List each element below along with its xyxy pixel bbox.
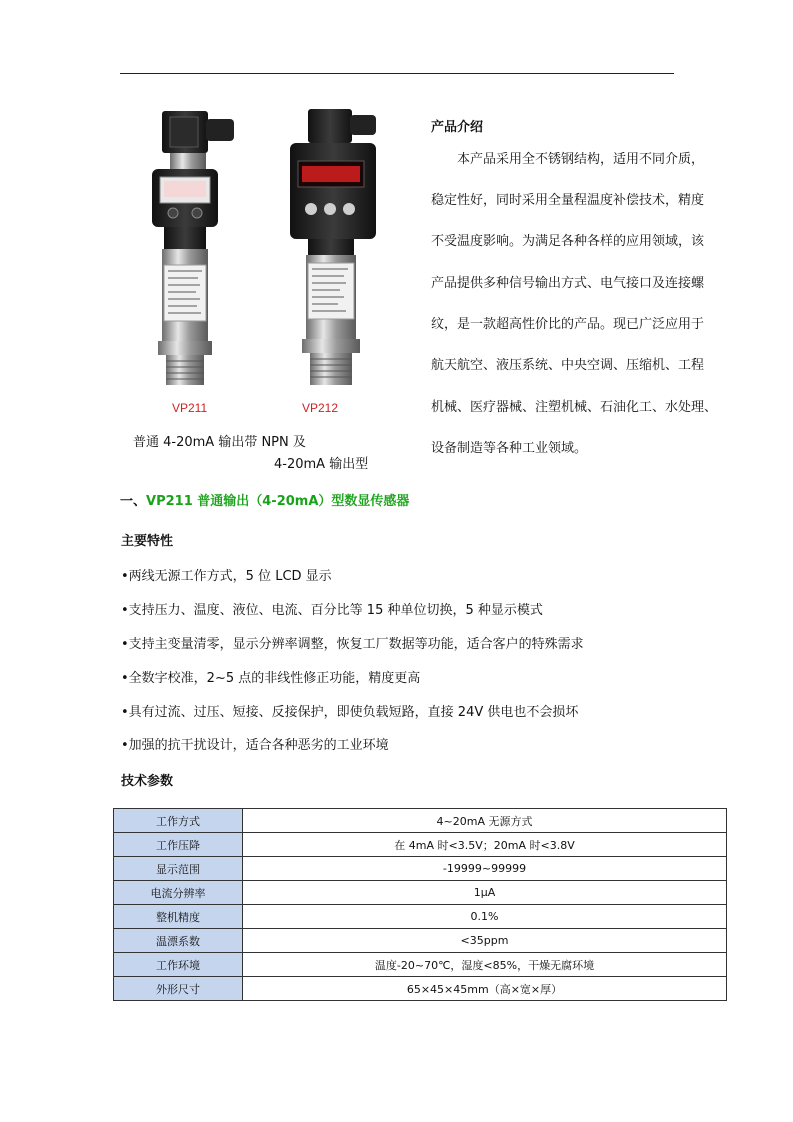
section-number: 一、 <box>120 494 147 509</box>
vp211-product-image <box>140 105 250 395</box>
intro-line: 纹，是一款超高性价比的产品。现已广泛应用于 <box>431 317 705 332</box>
intro-line: 稳定性好，同时采用全量程温度补偿技术，精度 <box>431 193 705 208</box>
spec-value: 在 4mA 时<3.5V；20mA 时<3.8V <box>243 833 727 857</box>
feature-item: •具有过流、过压、短接、反接保护，即使负载短路，直接 24V 供电也不会损坏 <box>121 705 579 720</box>
section-title: VP211 普通输出（4-20mA）型数显传感器 <box>146 494 410 509</box>
table-row <box>114 905 727 929</box>
table-row <box>114 953 727 977</box>
table-row <box>114 977 727 1001</box>
product-caption-line1: 普通 4-20mA 输出带 NPN 及 <box>133 435 306 450</box>
feature-item: •两线无源工作方式，5 位 LCD 显示 <box>121 569 332 584</box>
spec-value: 温度-20~70℃，湿度<85%，干燥无腐环境 <box>243 953 727 977</box>
spec-value: 0.1% <box>243 905 727 929</box>
intro-title: 产品介绍 <box>431 120 484 135</box>
intro-line: 不受温度影响。为满足各种各样的应用领域，该 <box>431 234 705 249</box>
spec-key: 电流分辨率 <box>114 881 243 905</box>
intro-line: 设备制造等各种工业领域。 <box>431 441 588 456</box>
header-rule <box>120 73 674 74</box>
spec-key: 工作方式 <box>114 809 243 833</box>
vp211-model-label: VP211 <box>172 401 208 415</box>
feature-item: •全数字校准，2~5 点的非线性修正功能，精度更高 <box>121 671 421 686</box>
spec-key: 温漂系数 <box>114 929 243 953</box>
spec-value: <35ppm <box>243 929 727 953</box>
table-row <box>114 929 727 953</box>
table-row <box>114 833 727 857</box>
spec-value: -19999~99999 <box>243 857 727 881</box>
spec-value: 4~20mA 无源方式 <box>243 809 727 833</box>
feature-item: •加强的抗干扰设计，适合各种恶劣的工业环境 <box>121 738 389 753</box>
table-row <box>114 857 727 881</box>
spec-table <box>113 808 727 1001</box>
feature-item: •支持压力、温度、液位、电流、百分比等 15 种单位切换，5 种显示模式 <box>121 603 543 618</box>
table-row <box>114 881 727 905</box>
spec-key: 显示范围 <box>114 857 243 881</box>
section-heading <box>120 490 409 509</box>
intro-line: 机械、医疗器械、注塑机械、石油化工、水处理、 <box>431 400 718 415</box>
vp212-product-image <box>278 105 388 395</box>
spec-key: 整机精度 <box>114 905 243 929</box>
intro-line: 本产品采用全不锈钢结构，适用不同介质， <box>431 152 705 167</box>
features-title: 主要特性 <box>121 534 174 549</box>
spec-key: 工作压降 <box>114 833 243 857</box>
spec-value: 65×45×45mm（高×宽×厚） <box>243 977 727 1001</box>
table-row <box>114 809 727 833</box>
feature-item: •支持主变量清零，显示分辨率调整，恢复工厂数据等功能，适合客户的特殊需求 <box>121 637 584 652</box>
spec-key: 外形尺寸 <box>114 977 243 1001</box>
vp212-model-label: VP212 <box>302 401 339 415</box>
spec-title: 技术参数 <box>121 774 174 789</box>
spec-key: 工作环境 <box>114 953 243 977</box>
intro-line: 航天航空、液压系统、中央空调、压缩机、工程 <box>431 358 705 373</box>
spec-value: 1μA <box>243 881 727 905</box>
product-caption-line2: 4-20mA 输出型 <box>274 457 369 472</box>
intro-line: 产品提供多种信号输出方式、电气接口及连接螺 <box>431 276 705 291</box>
